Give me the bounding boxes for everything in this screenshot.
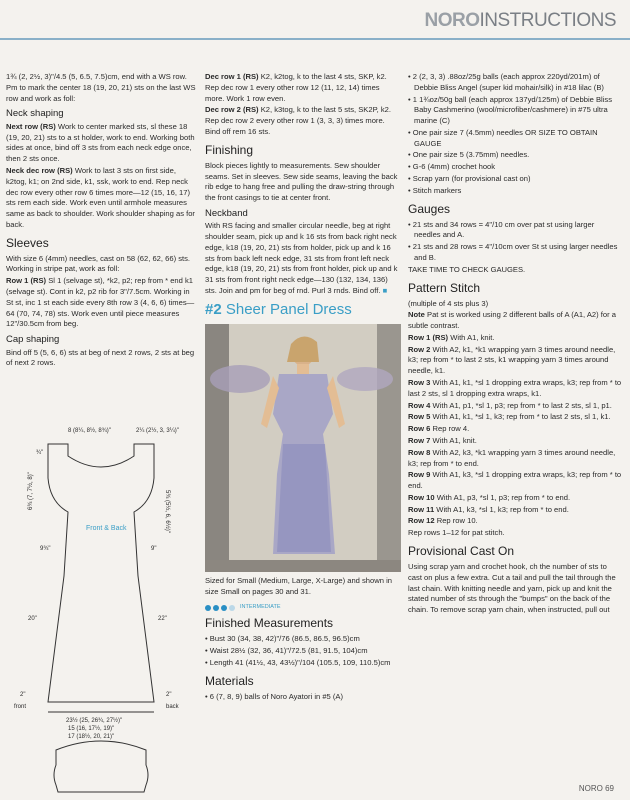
list-item: • 1 1¾oz/50g ball (each approx 137yd/125m) of Debbie Bliss Baby Cashmerino (wool/microfiber/cashmere) in #75 ultra marine (C)	[408, 94, 613, 126]
schem-back-label: back	[166, 704, 179, 710]
measurements-list	[205, 634, 401, 668]
neckband-text: With RS facing and smaller circular needle, beg at right shoulder seam, pick up and k 16 sts from back right neck edge, k18 (19, 20, 21) sts from holder, pick up and k 16 sts from back left neck edge, 31 sts from front left neck edge, k18 (19, 20, 21) sts from front holder, pick up and k 31 sts from front right neck edge—130 (132, 134, 136) sts. Join and pm for beg of rnd. Purl 3 rnds. Bind off. ■	[205, 221, 398, 296]
pattern-multiple: (multiple of 4 sts plus 3)	[408, 298, 489, 308]
skill-level	[205, 604, 401, 612]
pattern-row: Row 11 With A1, k3, *sl 1, k3; rep from * to end.	[408, 504, 569, 514]
schem-skirt2: 22"	[158, 616, 167, 622]
header-section: INSTRUCTIONS	[479, 10, 616, 31]
dec-row2-paragraph	[205, 105, 401, 137]
gauges-list	[408, 220, 622, 264]
list-item: • One pair size 7 (4.5mm) needles OR SIZE TO OBTAIN GAUGE	[408, 127, 598, 148]
project-title-text: Sheer Panel Dress	[225, 300, 352, 318]
end-marker-icon: ■	[382, 286, 388, 296]
schem-front-back: Front & Back	[86, 525, 127, 532]
page-number: 69	[605, 783, 614, 793]
pattern-row: Row 2 With A2, k1, *k1 wrapping yarn 3 times around needle, k3; rep from * to last 2 sts, k1 wrapping yarn 3 times around needle, k1.	[408, 344, 616, 376]
page-footer	[579, 783, 614, 794]
schem-shoulder: 2¼ (2½, 3, 3¼)"	[136, 428, 179, 434]
dress-photo	[205, 324, 401, 572]
schem-side1: 9¾"	[40, 546, 51, 552]
schem-side2: 9"	[151, 546, 157, 552]
pattern-row: Row 7 With A1, knit.	[408, 435, 477, 445]
next-row-paragraph	[6, 122, 196, 165]
cast-on-text: Using scrap yarn and crochet hook, ch the number of sts to cast on plus a few extra. Cut a tail and pull the tail through the last chain. With knitting needle and yarn, pick up and knit the stated number of sts through the "bumps" on the back of the chain. To remove scrap yarn chain, when instructed, pull out	[408, 562, 616, 615]
row1-text: Sl 1 (selvage st), *k2, p2; rep from * end k1 (selvage st). Cont in k2, p2 rib for 3"/7.5cm. Working in St st, inc 1 st each side every 8th row 3 (4, 6, 6) times—64 (70, 74, 78) sts. Work even until piece measures 12"/30.5cm from beg.	[6, 276, 195, 329]
schem-top-width: 8 (8¼, 8½, 8¾)"	[68, 428, 111, 434]
list-item: • Waist 28½ (32, 36, 41)"/72.5 (81, 91.5, 104)cm	[205, 646, 368, 656]
skill-dot-empty-icon	[229, 605, 235, 611]
list-item: • 6 (7, 8, 9) balls of Noro Ayatori in #5 (A)	[205, 691, 344, 701]
pattern-row: Row 9 With A1, k3, *sl 1 dropping extra wraps, k3; rep from * to end.	[408, 470, 622, 491]
sleeves-heading: Sleeves	[6, 235, 49, 250]
column-3	[408, 72, 622, 617]
pattern-row: Row 1 (RS) With A1, knit.	[408, 332, 495, 342]
list-item: • 21 sts and 28 rows = 4"/10cm over St st using larger needles and B.	[408, 242, 618, 262]
dec-row1-label: Dec row 1 (RS)	[205, 72, 259, 81]
row1-paragraph	[6, 276, 196, 330]
list-item: • Stitch markers	[408, 185, 462, 195]
pattern-row: Row 10 With A1, p3, *sl 1, p3; rep from * to end.	[408, 492, 571, 502]
header-rule	[0, 38, 630, 40]
neckband-heading: Neckband	[205, 207, 248, 219]
finishing-text: Block pieces lightly to measurements. Sew shoulder seams. Set in sleeves. Sew side seams, leaving the back rib edge to hang free and pulling the draw-string through the front casings to tie at center front.	[205, 160, 398, 203]
schem-width3: 17 (18½, 20, 21)"	[68, 734, 115, 740]
column-2	[205, 72, 401, 704]
skill-level-label: INTERMEDIATE	[240, 603, 281, 610]
measurements-heading: Finished Measurements	[205, 616, 334, 631]
cap-text: Bind off 5 (5, 6, 6) sts at beg of next 2 rows, 2 sts at beg of next 2 rows.	[6, 347, 195, 368]
neck-dec-paragraph	[6, 166, 196, 231]
materials-cont-list	[408, 72, 622, 197]
pattern-row: Row 12 Rep row 10.	[408, 516, 478, 526]
repeat-note: Rep rows 1–12 for pat stitch.	[408, 528, 505, 538]
neck-dec-text: Work to last 3 sts on first side, k2tog, k1; on 2nd side, k1, ssk, work to end. Rep neck dec row every other row 6 times more—12 (15, 16, 17) sts rem each side. Work even until armhole measures same as back to shoulder. Work shoulder shaping as for back.	[6, 165, 195, 229]
pattern-rows	[408, 333, 622, 527]
list-item: • Scrap yarn (for provisional cast on)	[408, 174, 531, 184]
cast-on-heading: Provisional Cast On	[408, 543, 515, 558]
page-header	[425, 8, 617, 38]
schem-hem-back: 2"	[166, 692, 172, 698]
schem-front-label: front	[14, 704, 27, 710]
neck-shaping-heading: Neck shaping	[6, 108, 64, 120]
pattern-row: Row 6 Rep row 4.	[408, 424, 470, 434]
dec-row2-label: Dec row 2 (RS)	[205, 105, 259, 115]
dress-photo-illustration	[205, 324, 401, 572]
schem-width1: 23½ (25, 26¾, 27½)"	[66, 718, 123, 724]
pattern-row: Row 5 With A1, k1, *sl 1, k3; rep from * to last 2 sts, sl 1, k1.	[408, 412, 611, 422]
pattern-row: Row 8 With A2, k3, *k1 wrapping yarn 3 times around needle, k3; rep from * to end.	[408, 447, 616, 468]
intro-text: 1¾ (2, 2½, 3)"/4.5 (5, 6.5, 7.5)cm, end with a WS row. Pm to mark the center 18 (19, 20, 21) sts on the last WS row and work as foll:	[6, 72, 196, 103]
note-text: Pat st is worked using 2 different balls of A (A1, A2) for a subtle contrast.	[408, 310, 616, 331]
pattern-row: Row 4 With A1, p1, *sl 1, p3; rep from * to last 2 sts, sl 1, p1.	[408, 400, 612, 410]
list-item: • 21 sts and 34 rows = 4"/10 cm over pat st using larger needles and A.	[408, 219, 595, 240]
skill-dot-icon	[205, 605, 211, 611]
schem-armhole: 6¾ (7, 7½, 8)"	[28, 472, 34, 510]
sleeves-text: With size 6 (4mm) needles, cast on 58 (62, 62, 66) sts. Working in stripe pat, work as foll:	[6, 253, 191, 274]
project-title	[205, 299, 401, 320]
neck-dec-label: Neck dec row (RS)	[6, 165, 73, 175]
list-item: • 2 (2, 3, 3) .88oz/25g balls (each approx 220yd/201m) of Debbie Bliss Angel (super kid mohair/silk) in #18 lilac (B)	[408, 72, 604, 92]
next-row-text: Work to center marked sts, sl these 18 (19, 20, 21) sts to a st holder, work to end. Working both sides at once, bind off 3 sts from each neck edge once, then 2 sts once.	[6, 121, 195, 164]
schem-skirt1: 20"	[28, 616, 37, 622]
list-item: • G-6 (4mm) crochet hook	[408, 162, 496, 172]
gauge-note: TAKE TIME TO CHECK GAUGES.	[408, 264, 526, 274]
schem-armhole-back: 5¾ (5½, 6, 6½)"	[164, 490, 170, 533]
footer-brand: NORO	[578, 783, 603, 793]
materials-heading: Materials	[205, 673, 254, 688]
list-item: • Length 41 (41½, 43, 43½)"/104 (105.5, 109, 110.5)cm	[205, 658, 391, 668]
pattern-row: Row 3 With A1, k1, *sl 1 dropping extra wraps, k3; rep from * to last 2 sts, sl 1 dropping extra wraps, k1.	[408, 378, 622, 398]
dec-row1-text: K2, k2tog, k to the last 4 sts, SKP, k2. Rep dec row 1 every other row 12 (11, 12, 14) times more. Work 1 row even.	[205, 72, 387, 103]
materials-list	[205, 692, 401, 703]
schem-width2: 15 (16, 17½, 19)"	[68, 726, 115, 732]
list-item: • Bust 30 (34, 38, 42)"/76 (86.5, 86.5, 96.5)cm	[205, 634, 360, 644]
schem-hem-front: 2"	[20, 692, 26, 698]
skill-dot-icon	[221, 605, 227, 611]
dec-row1-paragraph	[205, 72, 401, 104]
pattern-heading: Pattern Stitch	[408, 280, 481, 295]
cap-shaping-heading: Cap shaping	[6, 334, 60, 346]
skill-dot-icon	[213, 605, 219, 611]
next-row-label: Next row (RS)	[6, 121, 56, 131]
list-item: • One pair size 5 (3.75mm) needles.	[408, 150, 530, 160]
project-number: #2	[205, 300, 222, 318]
header-brand: NORO	[424, 10, 480, 31]
dec-row2-text: K2, k3tog, k to the last 5 sts, SK2P, k2. Rep dec row 2 every other row 1 (3, 3, 3) times more. Bind off rem 16 sts.	[205, 105, 392, 136]
photo-caption: Sized for Small (Medium, Large, X-Large) and shown in size Small on pages 30 and 31.	[205, 576, 392, 596]
finishing-heading: Finishing	[205, 142, 254, 157]
garment-schematic	[6, 420, 196, 795]
gauges-heading: Gauges	[408, 201, 451, 216]
row1-label: Row 1 (RS)	[6, 276, 47, 286]
note-label: Note	[408, 310, 425, 320]
column-1	[6, 72, 196, 370]
schem-neck-drop: ¾"	[36, 450, 44, 456]
pattern-note	[408, 310, 622, 332]
